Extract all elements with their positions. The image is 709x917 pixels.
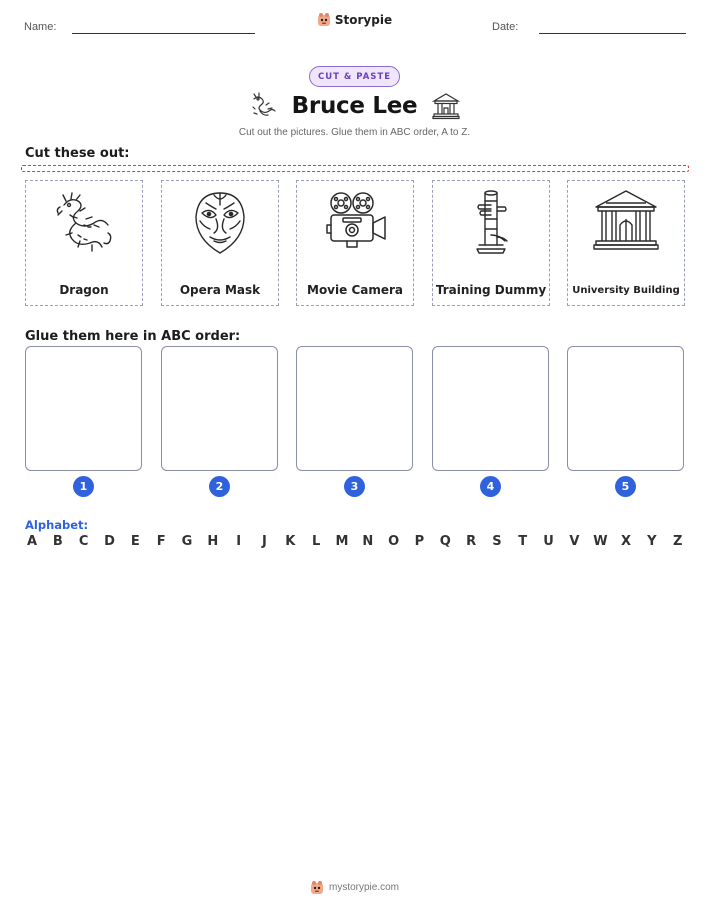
alphabet-letter: F [156, 534, 166, 549]
alphabet-label: Alphabet: [25, 518, 89, 532]
training-dummy-icon [457, 189, 525, 257]
cut-card-label: Dragon [59, 283, 109, 297]
alphabet-letter: U [543, 534, 554, 549]
university-building-icon [431, 91, 461, 121]
brand-logo [0, 12, 709, 27]
alphabet-letter: W [593, 534, 608, 549]
instructions: Cut out the pictures. Glue them in ABC order, A to Z. [238, 127, 471, 138]
alphabet-letter: X [621, 534, 632, 549]
footer-site-link[interactable]: mystorypie.com [328, 882, 399, 893]
alphabet-letter: D [104, 534, 115, 549]
date-label: Date: [492, 21, 519, 33]
alphabet-letter: M [335, 534, 349, 549]
slot-number: 2 [209, 476, 230, 497]
slot-number: 1 [73, 476, 94, 497]
alphabet-letter: Y [647, 534, 657, 549]
brand-name: Storypie [334, 12, 393, 27]
alphabet-letter: L [311, 534, 321, 549]
cut-card-label: Opera Mask [179, 283, 261, 297]
alphabet-letter: B [52, 534, 63, 549]
slot-number: 5 [615, 476, 636, 497]
footer [0, 880, 709, 895]
alphabet-letter: H [207, 534, 219, 549]
cut-card-training-dummy[interactable] [432, 180, 550, 306]
alphabet-letter: K [285, 534, 296, 549]
alphabet-letter: N [362, 534, 374, 549]
storypie-logo-icon [317, 12, 331, 27]
alphabet-letter: S [492, 534, 502, 549]
alphabet-letter: C [78, 534, 89, 549]
glue-box-2[interactable] [161, 346, 278, 471]
alphabet-letter: I [236, 534, 242, 549]
glue-box-1[interactable] [25, 346, 142, 471]
cut-dashed-line [21, 165, 689, 172]
cut-card-movie-camera[interactable] [296, 180, 414, 306]
date-line[interactable] [539, 33, 686, 34]
alphabet-letter: G [181, 534, 193, 549]
name-line[interactable] [72, 33, 255, 34]
cut-card-label: Movie Camera [307, 283, 403, 297]
cut-card-label: Training Dummy [435, 283, 547, 297]
cut-paste-badge: CUT & PASTE [309, 66, 400, 87]
alphabet-row [25, 534, 685, 549]
opera-mask-icon [186, 189, 254, 257]
cut-card-dragon[interactable] [25, 180, 143, 306]
alphabet-letter: J [262, 534, 267, 549]
glue-section-label: Glue them here in ABC order: [25, 329, 241, 344]
alphabet-letter: E [130, 534, 140, 549]
dragon-icon [248, 91, 278, 121]
alphabet-letter: V [569, 534, 580, 549]
alphabet-letter: Q [439, 534, 451, 549]
alphabet-letter: P [414, 534, 425, 549]
alphabet-letter: A [26, 534, 38, 549]
glue-box-3[interactable] [296, 346, 413, 471]
movie-camera-icon [321, 189, 389, 257]
dragon-icon [50, 189, 118, 257]
alphabet-letter: R [466, 534, 477, 549]
alphabet-letter: Z [672, 534, 683, 549]
university-building-icon [592, 189, 660, 257]
cut-section-label: Cut these out: [25, 146, 130, 161]
slot-number: 3 [344, 476, 365, 497]
cut-card-label: University Building [572, 285, 680, 296]
alphabet-letter: T [518, 534, 528, 549]
title-row [0, 91, 709, 121]
slot-number: 4 [480, 476, 501, 497]
storypie-logo-icon [310, 880, 324, 895]
cut-card-university-building[interactable] [567, 180, 685, 306]
page-title: Bruce Lee [291, 93, 418, 119]
name-label: Name: [24, 21, 57, 33]
cut-card-opera-mask[interactable] [161, 180, 279, 306]
glue-box-5[interactable] [567, 346, 684, 471]
alphabet-letter: O [388, 534, 400, 549]
glue-box-4[interactable] [432, 346, 549, 471]
